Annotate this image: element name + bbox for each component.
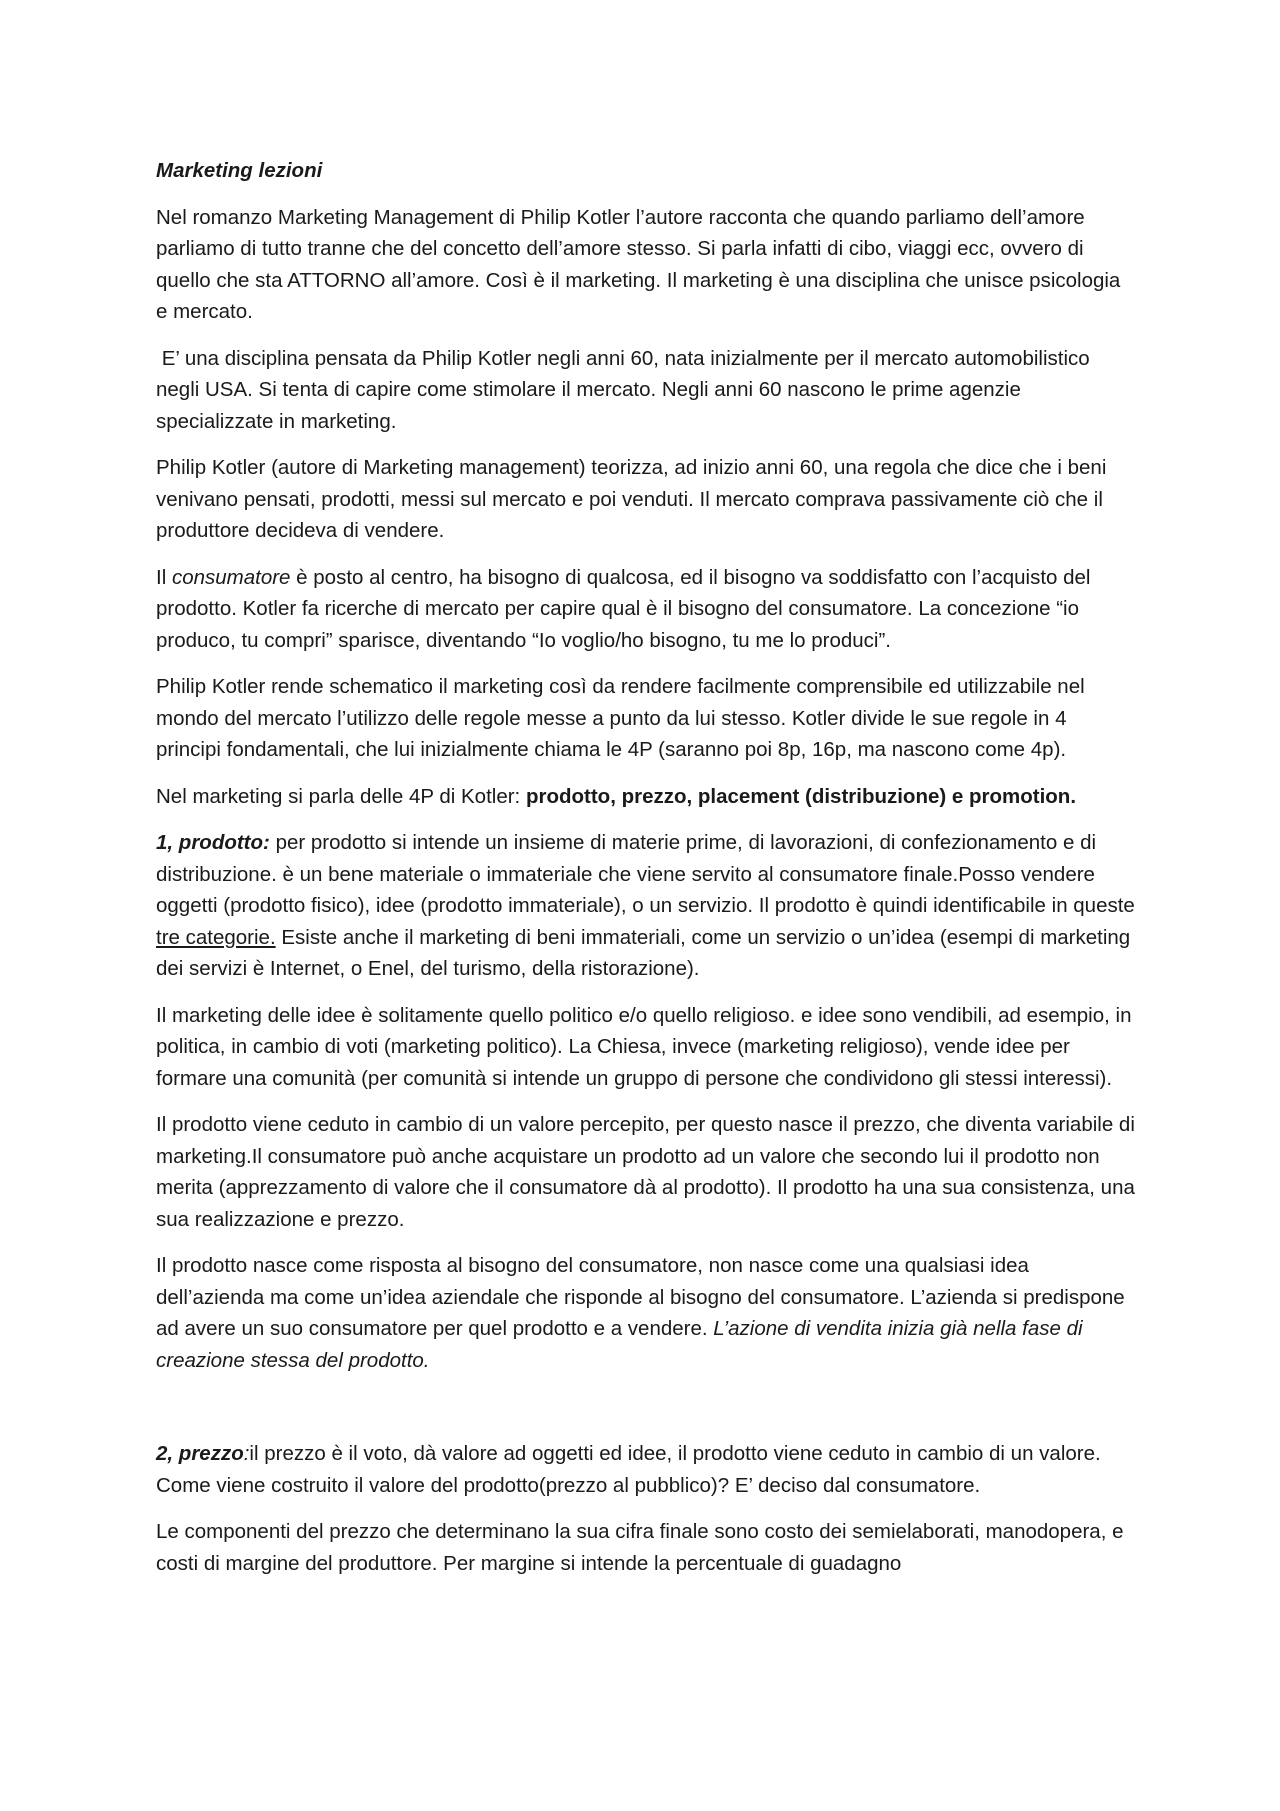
text-run: Nel marketing si parla delle 4P di Kotler:: [156, 784, 526, 808]
text-run: il prezzo è il voto, dà valore ad oggetti ed idee, il prodotto viene ceduto in cambio di un valore. Come viene costruito il valore del prodotto(prezzo al pubblico)? E’ deciso dal consumatore.: [156, 1442, 1101, 1497]
paragraph-kotler-rule: Philip Kotler (autore di Marketing management) teorizza, ad inizio anni 60, una regola che dice che i beni venivano pensati, prodotti, messi sul mercato e poi venduti. Il mercato comprava passivamente ciò che il produttore decideva di vendere.: [156, 456, 1107, 542]
paragraph-4p: [156, 781, 1136, 813]
heading-prodotto: 1, prodotto:: [156, 831, 270, 854]
paragraph-idee: Il marketing delle idee è solitamente quello politico e/o quello religioso. e idee sono vendibili, ad esempio, in politica, in cambio di voti (marketing politico). La Chiesa, invece (marketing religioso), vende idee per formare una comunità (per comunità si intende un gruppo di persone che condividono gli stessi interessi).: [156, 1003, 1132, 1090]
text-run: Il prodotto nasce come risposta al bisogno del consumatore, non nasce come una qualsiasi idea dell’azienda ma come un’idea aziendale che risponde al bisogno del consumatore. L’azienda si predispone ad avere un suo consumatore per quel prodotto e a vendere.: [156, 1254, 1125, 1340]
paragraph-intro: Nel romanzo Marketing Management di Philip Kotler l’autore racconta che quando parliamo dell’amore parliamo di tutto tranne che del concetto dell’amore stesso. Si parla infatti di cibo, viaggi ecc, ovvero di quello che sta ATTORNO all’amore. Così è il marketing. Il marketing è una disciplina che unisce psicologia e mercato.: [156, 205, 1121, 323]
paragraph-bisogno: [156, 1250, 1136, 1376]
document-title: Marketing lezioni: [156, 159, 323, 182]
text-run: per prodotto si intende un insieme di materie prime, di lavorazioni, di confezionamento e di distribuzione. è un bene materiale o immateriale che viene servito al consumatore finale.Posso vendere oggetti (prodotto fisico), idee (prodotto immateriale), o un servizio. Il prodotto è quindi identificabile in queste: [156, 831, 1135, 917]
paragraph-consumer: [156, 562, 1136, 657]
heading-prezzo: 2, prezzo: [156, 1442, 244, 1465]
underlined-tre-categorie: tre categorie.: [156, 925, 276, 949]
emphasis-azione-vendita: L’azione di vendita inizia già nella fase di creazione stessa del prodotto.: [156, 1317, 1083, 1372]
paragraph-schematic: Philip Kotler rende schematico il marketing così da rendere facilmente comprensibile ed utilizzabile nel mondo del mercato l’utilizzo delle regole messe a punto da lui stesso. Kotler divide le sue regole in 4 principi fondamentali, che lui inizialmente chiama le 4P (saranno poi 8p, 16p, ma nascono come 4p).: [156, 675, 1085, 761]
paragraph-history: E’ una disciplina pensata da Philip Kotler negli anni 60, nata inizialmente per il mercato automobilistico negli USA. Si tenta di capire come stimolare il mercato. Negli anni 60 nascono le prime agenzie specializzate in marketing.: [156, 346, 1096, 433]
spacer: [156, 1391, 1136, 1438]
paragraph-prezzo: [156, 1438, 1136, 1501]
text-run: Il: [156, 565, 172, 589]
text-run: :: [243, 1442, 250, 1465]
paragraph-valore: Il prodotto viene ceduto in cambio di un valore percepito, per questo nasce il prezzo, che diventa variabile di marketing.Il consumatore può anche acquistare un prodotto ad un valore che secondo lui il prodotto non merita (apprezzamento di valore che il consumatore dà al prodotto). Il prodotto ha una sua consistenza, una sua realizzazione e prezzo.: [156, 1113, 1135, 1231]
emphasis-consumatore: consumatore: [171, 565, 291, 589]
document-page: [156, 155, 1136, 1594]
paragraph-componenti: Le componenti del prezzo che determinano la sua cifra finale sono costo dei semielaborati, manodopera, e costi di margine del produttore. Per margine si intende la percentuale di guadagno: [156, 1520, 1124, 1575]
text-run: è posto al centro, ha bisogno di qualcosa, ed il bisogno va soddisfatto con l’acquisto del prodotto. Kotler fa ricerche di mercato per capire qual è il bisogno del consumatore. La concezione “io produco, tu compri” sparisce, diventando “Io voglio/ho bisogno, tu me lo produci”.: [156, 565, 1091, 652]
emphasis-4p-list: prodotto, prezzo, placement (distribuzione) e promotion.: [525, 784, 1077, 808]
paragraph-prodotto: [156, 827, 1136, 985]
text-run: Esiste anche il marketing di beni immateriali, come un servizio o un’idea (esempi di marketing dei servizi è Internet, o Enel, del turismo, della ristorazione).: [156, 925, 1131, 980]
